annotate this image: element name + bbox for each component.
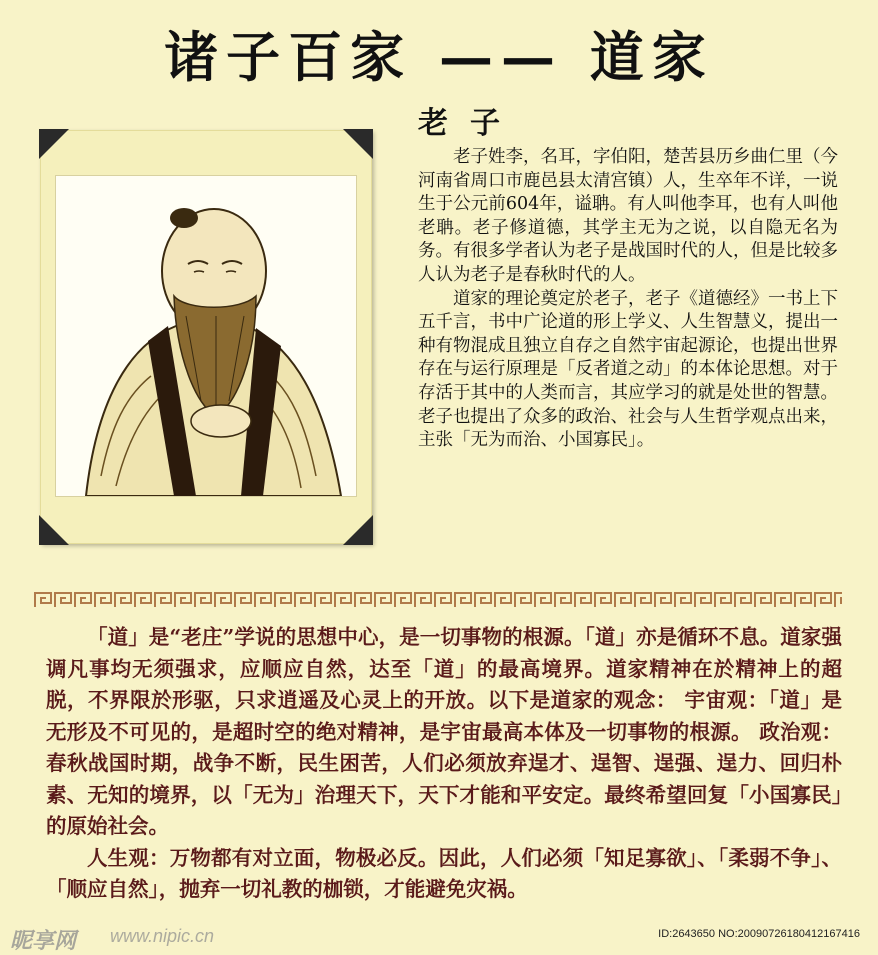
main-paragraph: 人生观：万物都有对立面，物极必反。因此，人们必须「知足寡欲」、「柔弱不争」、「顺应自然」，抛弃一切礼教的枷锁，才能避免灾祸。 [46, 845, 842, 901]
page-title: 诸子百家 —— 道家 [164, 25, 714, 89]
portrait-frame [40, 130, 372, 544]
bio-paragraph: 道家的理论奠定於老子，老子《道德经》一书上下五千言，书中广论道的形上学义、人生智慧义，提出一种有物混成且独立自存之自然宇宙起源论，也提出世界存在与运行原理是「反者道之动」的本体论思想。对于存活于其中的人类而言，其应学习的就是处世的智慧。老子也提出了众多的政治、社会与人生哲学观点出来，主张「无为而治、小国寡民」。 [418, 288, 838, 451]
watermark-url: www.nipic.cn [110, 926, 215, 946]
bio-paragraph: 老子姓李，名耳，字伯阳，楚苦县历乡曲仁里（今河南省周口市鹿邑县太清宫镇）人，生卒年不详，一说生于公元前604年，谥聃。有人叫他李耳，也有人叫他老聃。老子修道德，其学主无为之说，以自隐无名为务。有很多学者认为老子是战国时代的人，但是比较多人认为老子是春秋时代的人。 [418, 147, 838, 285]
fret-pattern-divider [34, 591, 842, 609]
watermark-logo: 昵享网 [10, 928, 77, 953]
photo-corner-br [343, 515, 373, 545]
portrait-mat [55, 175, 357, 497]
image-id: ID:2643650 NO:20090726180412167416 [658, 928, 860, 940]
subtitle-laozi: 老子 [418, 106, 522, 141]
photo-corner-tl [39, 129, 69, 159]
daoism-description [46, 622, 842, 906]
laozi-biography [418, 146, 838, 453]
watermark-bar [0, 920, 878, 952]
laozi-portrait [56, 176, 356, 496]
photo-corner-bl [39, 515, 69, 545]
photo-corner-tr [343, 129, 373, 159]
main-paragraph: 「道」是“老庄”学说的思想中心，是一切事物的根源。「道」亦是循环不息。道家强调凡事均无须强求，应顺应自然，达至「道」的最高境界。道家精神在於精神上的超脱，不界限於形驱，只求逍遥及心灵上的开放。以下是道家的观念： 宇宙观：「道」是无形及不可见的，是超时空的绝对精神，是宇宙最高本体及一切事物的根源。 政治观：春秋战国时期，战争不断，民生困苦，人们必须放弃逞才、逞智、逞强、逞力、回归朴素、无知的境界，以「无为」治理天下，天下才能和平安定。最终希望回复「小国寡民」的原始社会。 [46, 625, 842, 838]
